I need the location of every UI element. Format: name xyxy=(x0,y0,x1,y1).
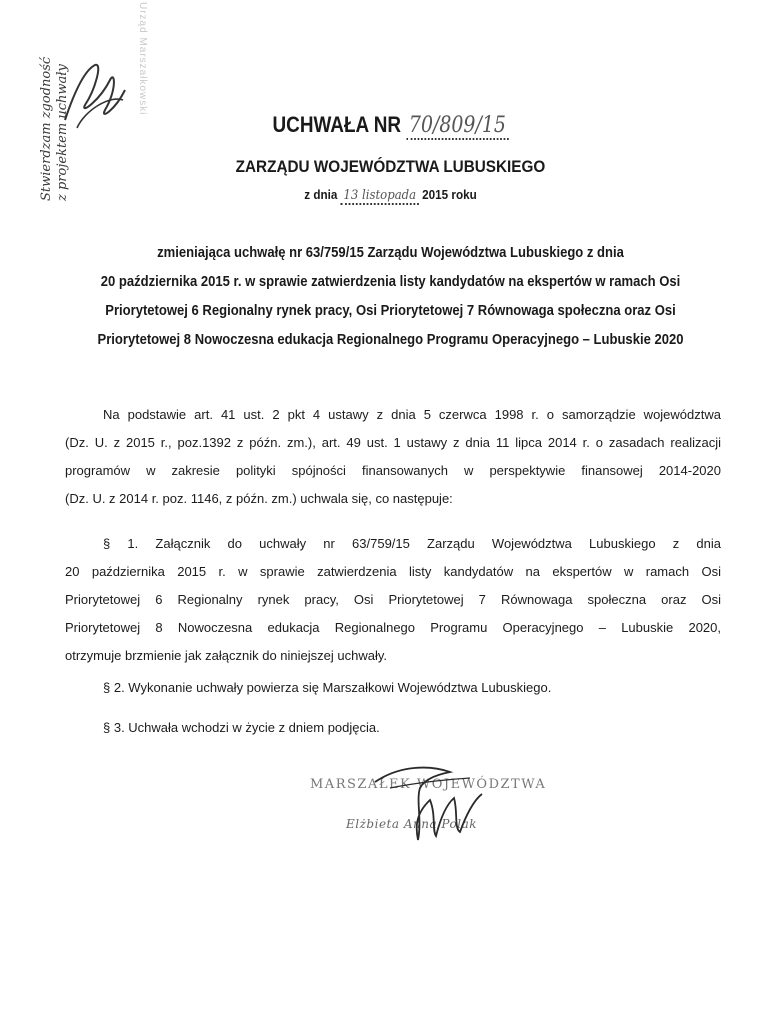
paragraph-line: (Dz. U. z 2015 r., poz.1392 z późn. zm.), art. 49 ust. 1 ustawy z dnia 11 lipca 2014 r. o zasadach realizacji xyxy=(65,435,721,450)
legal-basis-paragraph xyxy=(65,401,721,513)
paragraph-line: 20 października 2015 r. w sprawie zatwierdzenia listy kandydatów na ekspertów w ramach Osi xyxy=(65,564,721,579)
title-number-handwritten: 70/809/15 xyxy=(406,113,508,140)
section-1-paragraph xyxy=(65,530,721,670)
paragraph-line: Priorytetowej 8 Nowoczesna edukacja Regionalnego Programu Operacyjnego – Lubuskie 2020, xyxy=(65,620,721,635)
date-suffix: 2015 roku xyxy=(422,187,477,202)
section-2-paragraph: § 2. Wykonanie uchwały powierza się Marszałkowi Województwa Lubuskiego. xyxy=(103,680,552,695)
paragraph-line: Priorytetowej 6 Regionalny rynek pracy, Osi Priorytetowej 7 Równowaga społeczna oraz Osi xyxy=(65,592,721,607)
document-title xyxy=(55,112,727,138)
paragraph-line: programów w zakresie polityki spójności finansowanych w perspektywie finansowej 2014-2020 xyxy=(65,463,721,478)
date-handwritten: 13 listopada xyxy=(341,188,419,205)
date-line xyxy=(39,187,742,203)
handwritten-signature xyxy=(370,760,510,850)
resolution-subject xyxy=(52,239,729,355)
title-prefix: UCHWAŁA NR xyxy=(272,112,402,137)
margin-annotation-line1: Stwierdzam zgodność xyxy=(39,56,54,201)
issuing-board: ZARZĄDU WOJEWÓDZTWA LUBUSKIEGO xyxy=(235,157,546,176)
subject-line: 20 października 2015 r. w sprawie zatwierdzenia listy kandydatów na ekspertów w ramach Osi xyxy=(100,274,681,290)
subject-line: Priorytetowej 6 Regionalny rynek pracy, Osi Priorytetowej 7 Równowaga społeczna oraz Osi xyxy=(105,303,676,319)
signature-stamp-name: Elżbieta Anna Polak xyxy=(346,817,477,831)
date-prefix: z dnia xyxy=(304,187,338,202)
paragraph-line: otrzymuje brzmienie jak załącznik do niniejszej uchwały. xyxy=(65,648,388,663)
subject-line: Priorytetowej 8 Nowoczesna edukacja Regionalnego Programu Operacyjnego – Lubuskie 2020 xyxy=(97,332,684,348)
subject-line: zmieniająca uchwałę nr 63/759/15 Zarządu Województwa Lubuskiego z dnia xyxy=(157,245,624,261)
signature-stamp-title: MARSZAŁEK WOJEWÓDZTWA xyxy=(310,777,547,792)
margin-annotation-line2: z projektem uchwały xyxy=(55,64,70,201)
faint-office-stamp: Urząd Marszałkowski xyxy=(137,2,148,116)
paragraph-line: § 1. Załącznik do uchwały nr 63/759/15 Zarządu Województwa Lubuskiego z dnia xyxy=(103,536,721,551)
paragraph-line: Na podstawie art. 41 ust. 2 pkt 4 ustawy z dnia 5 czerwca 1998 r. o samorządzie województwa xyxy=(103,407,721,422)
section-3-paragraph: § 3. Uchwała wchodzi w życie z dniem podjęcia. xyxy=(103,720,380,735)
paragraph-line: (Dz. U. z 2014 r. poz. 1146, z późn. zm.) uchwala się, co następuje: xyxy=(65,491,453,506)
